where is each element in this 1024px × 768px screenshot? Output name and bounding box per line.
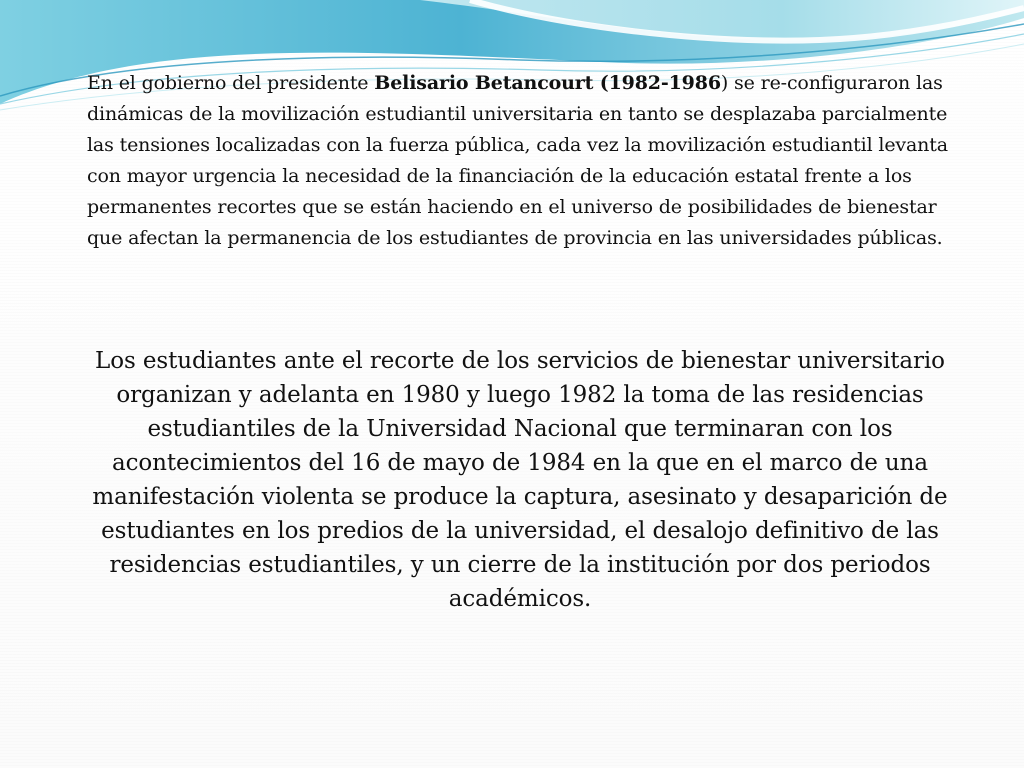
intro-rest-text: se re-configuraron las dinámicas de la movilización estudiantil universitaria en tanto se desplazaba parcialmente las tensiones localizadas con la fuerza pública, cada vez la movilización estudiantil levanta con mayor urgencia la necesidad de la financiación de la educación estatal frente a los permanentes recortes que se están haciendo en el universo de posibilidades de bienestar que afectan la permanencia de los estudiantes de provincia en las universidades públicas. (87, 72, 948, 249)
intro-paragraph (87, 68, 967, 254)
main-paragraph: Los estudiantes ante el recorte de los servicios de bienestar universitario organizan y adelanta en 1980 y luego 1982 la toma de las residencias estudiantiles de la Universidad Nacional que terminaran con los acontecimientos del 16 de mayo de 1984 en la que en el marco de una manifestación violenta se produce la captura, asesinato y desaparición de estudiantes en los predios de la universidad, el desalojo definitivo de las residencias estudiantiles, y un cierre de la institución por dos periodos académicos. (92, 348, 948, 612)
intro-lead-text: En el gobierno del presidente (87, 72, 375, 94)
intro-closing-paren: ) (720, 72, 729, 94)
president-name: Belisario Betancourt (1982-1986 (374, 72, 721, 94)
